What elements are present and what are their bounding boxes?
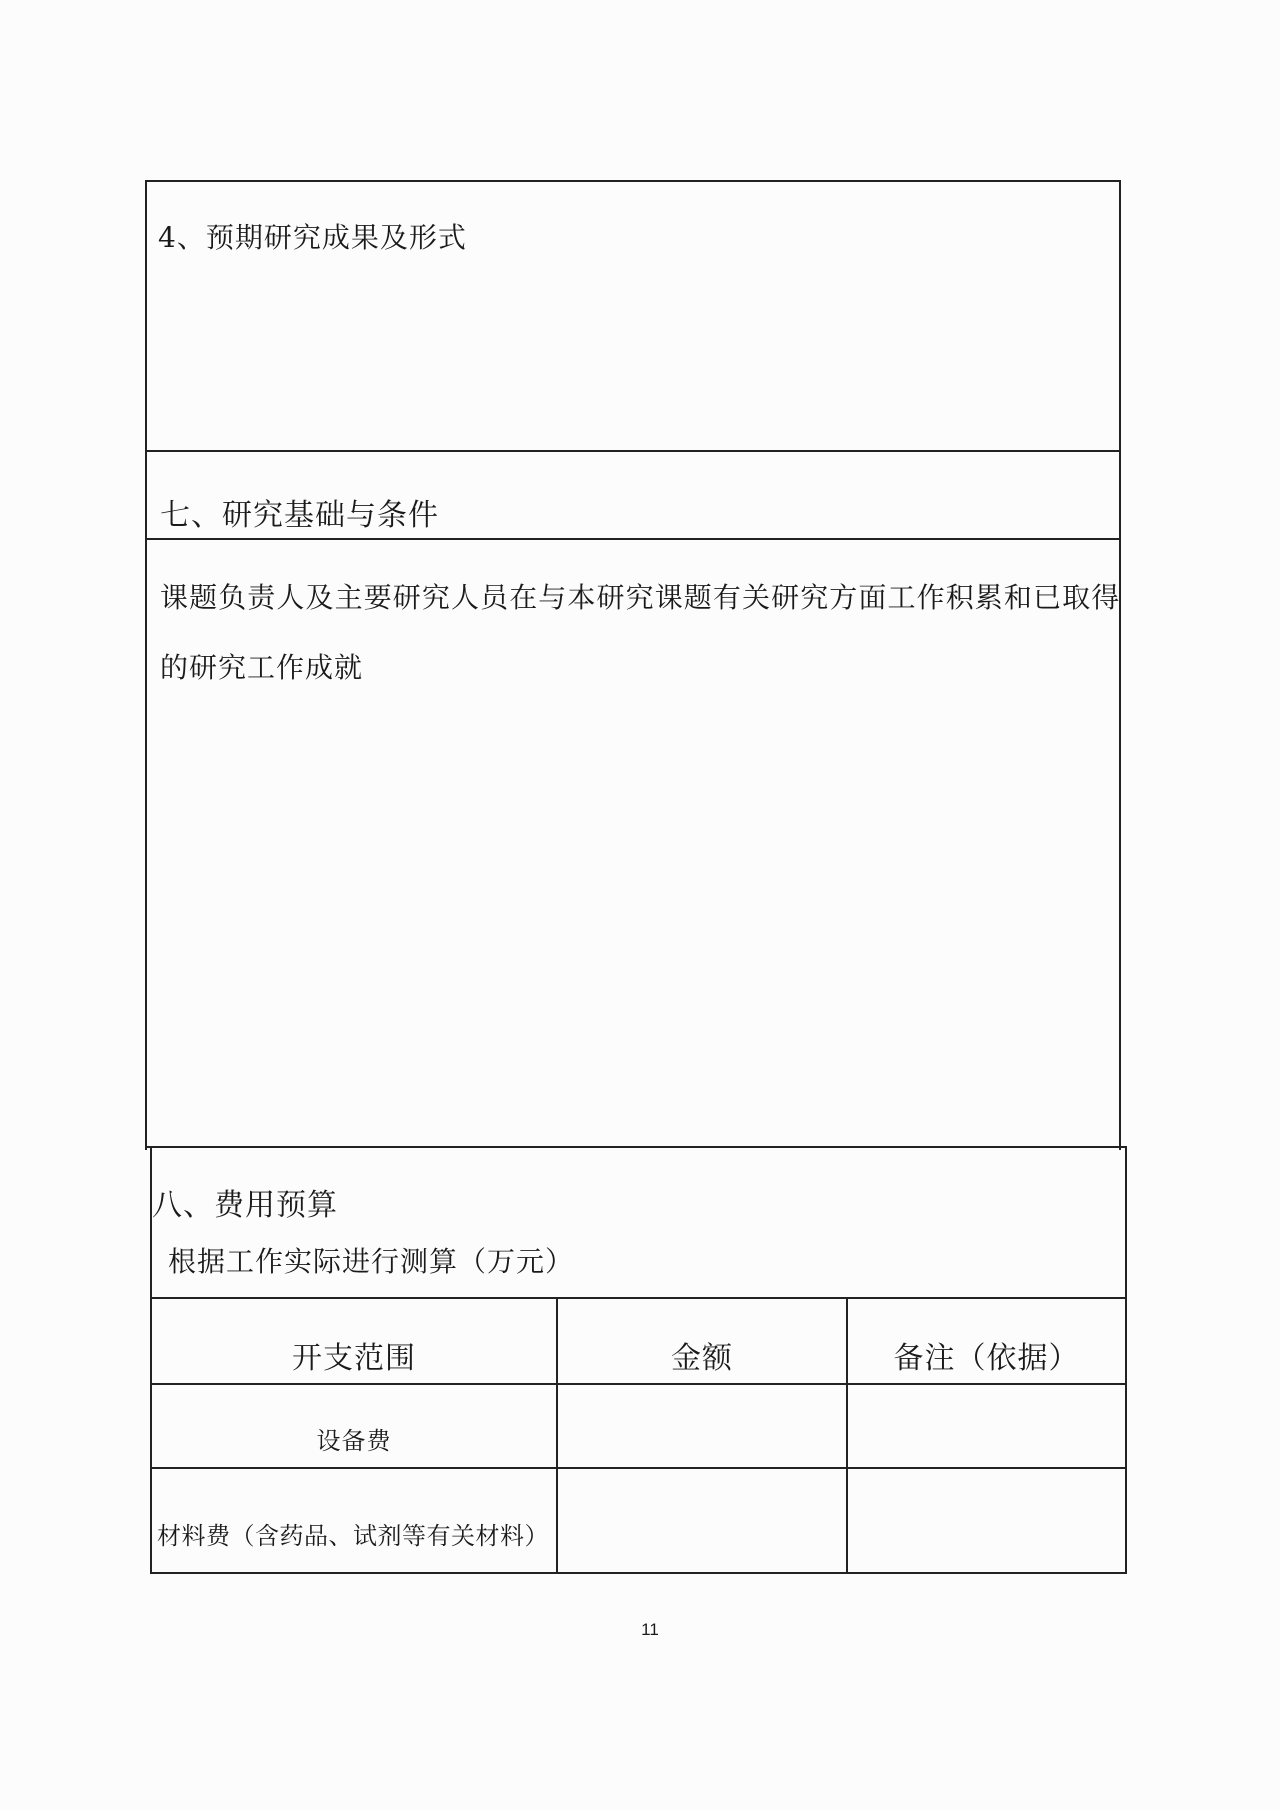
box-right-border-lower [1125, 1146, 1127, 1574]
table-header-divider [150, 1383, 1127, 1385]
divider-after-section-7-heading [145, 538, 1121, 540]
section-8-heading: 八、费用预算 [152, 1188, 338, 1223]
table-header-amount: 金额 [671, 1341, 733, 1376]
divider-before-section-8 [145, 1146, 1126, 1148]
page-number: 11 [641, 1620, 659, 1639]
table-bottom-border [150, 1572, 1127, 1574]
table-cell-note[interactable] [848, 1421, 1125, 1451]
section-8-subheading: 根据工作实际进行测算（万元） [168, 1245, 575, 1278]
box-left-border-upper [145, 180, 147, 1150]
section-7-heading: 七、研究基础与条件 [160, 498, 439, 533]
table-top-border [150, 1297, 1127, 1299]
box-top-border [145, 180, 1121, 182]
table-cell-amount[interactable] [558, 1516, 846, 1546]
section-7-prompt-line-2: 的研究工作成就 [160, 651, 364, 684]
table-cell-amount[interactable] [558, 1421, 846, 1451]
expected-results-label: 4、预期研究成果及形式 [158, 221, 467, 254]
table-header-category: 开支范围 [292, 1341, 416, 1376]
table-row-divider [150, 1467, 1127, 1469]
box-right-border-upper [1119, 180, 1121, 1150]
section-7-prompt-line-1: 课题负责人及主要研究人员在与本研究课题有关研究方面工作积累和已取得 [160, 581, 1121, 614]
table-cell-note[interactable] [848, 1516, 1125, 1546]
divider-after-results [145, 450, 1121, 452]
table-header-note: 备注（依据） [893, 1341, 1080, 1376]
table-cell-category: 设备费 [316, 1427, 392, 1455]
table-cell-category: 材料费（含药品、试剂等有关材料） [157, 1522, 549, 1550]
